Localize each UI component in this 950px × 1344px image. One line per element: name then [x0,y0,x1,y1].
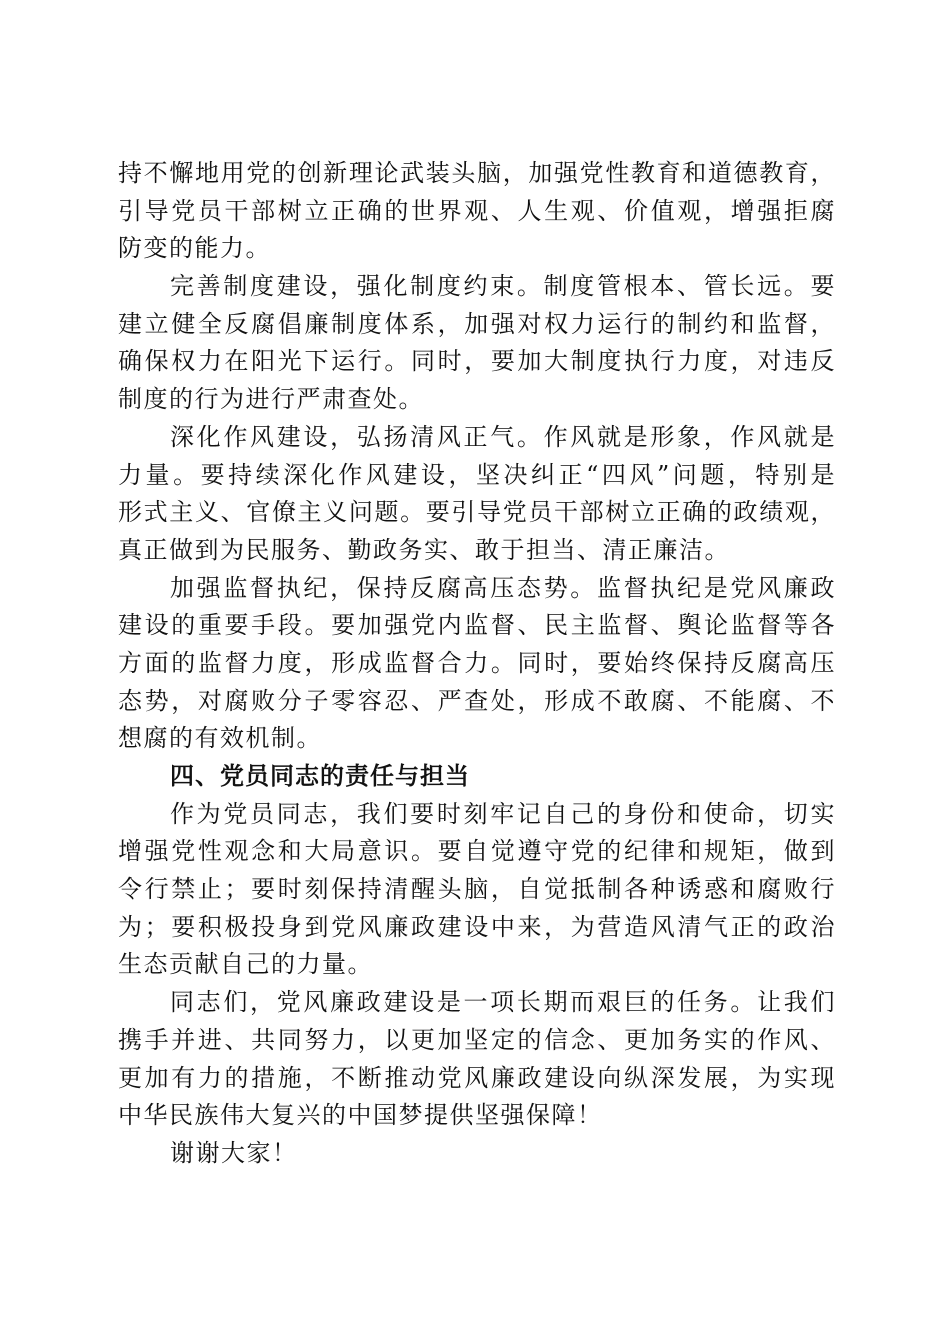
closing-line: 谢谢大家！ [170,1138,298,1167]
paragraph-line: 增强党性观念和大局意识。要自觉遵守党的纪律和规矩，做到 [118,837,836,866]
paragraph-line: 形式主义、官僚主义问题。要引导党员干部树立正确的政绩观， [118,498,836,527]
paragraph-line: 为；要积极投身到党风廉政建设中来，为营造风清气正的政治 [118,912,836,941]
paragraph-line: 生态贡献自己的力量。 [118,950,373,979]
paragraph-line: 携手并进、共同努力，以更加坚定的信念、更加务实的作风、 [118,1025,836,1054]
document-body [118,155,836,1173]
paragraph-line: 同志们，党风廉政建设是一项长期而艰巨的任务。让我们 [170,988,836,1017]
paragraph-line: 真正做到为民服务、勤政务实、敢于担当、清正廉洁。 [118,535,730,564]
paragraph-line: 中华民族伟大复兴的中国梦提供坚强保障！ [118,1101,603,1130]
paragraph-line: 建设的重要手段。要加强党内监督、民主监督、舆论监督等各 [118,611,836,640]
section-heading: 四、党员同志的责任与担当 [170,762,470,790]
paragraph-line: 持不懈地用党的创新理论武装头脑，加强党性教育和道德教育， [118,159,836,187]
paragraph-line: 引导党员干部树立正确的世界观、人生观、价值观，增强拒腐 [118,196,836,225]
paragraph-line: 方面的监督力度，形成监督合力。同时，要始终保持反腐高压 [118,648,836,677]
paragraph-line: 令行禁止；要时刻保持清醒头脑，自觉抵制各种诱惑和腐败行 [118,875,836,904]
paragraph-line: 完善制度建设，强化制度约束。制度管根本、管长远。要 [170,272,836,301]
paragraph-line: 力量。要持续深化作风建设，坚决纠正“四风”问题，特别是 [118,460,836,489]
paragraph-line: 建立健全反腐倡廉制度体系，加强对权力运行的制约和监督， [118,309,836,338]
paragraph-line: 加强监督执纪，保持反腐高压态势。监督执纪是党风廉政 [170,573,836,602]
paragraph-line: 深化作风建设，弘扬清风正气。作风就是形象，作风就是 [170,422,836,451]
paragraph-line: 确保权力在阳光下运行。同时，要加大制度执行力度，对违反 [118,347,836,376]
paragraph-line: 作为党员同志，我们要时刻牢记自己的身份和使命，切实 [170,799,836,828]
paragraph-line: 想腐的有效机制。 [118,724,322,753]
paragraph-line: 更加有力的措施，不断推动党风廉政建设向纵深发展，为实现 [118,1063,836,1092]
paragraph-line: 防变的能力。 [118,234,271,263]
paragraph-line: 态势，对腐败分子零容忍、严查处，形成不敢腐、不能腐、不 [118,686,836,715]
paragraph-line: 制度的行为进行严肃查处。 [118,385,424,414]
